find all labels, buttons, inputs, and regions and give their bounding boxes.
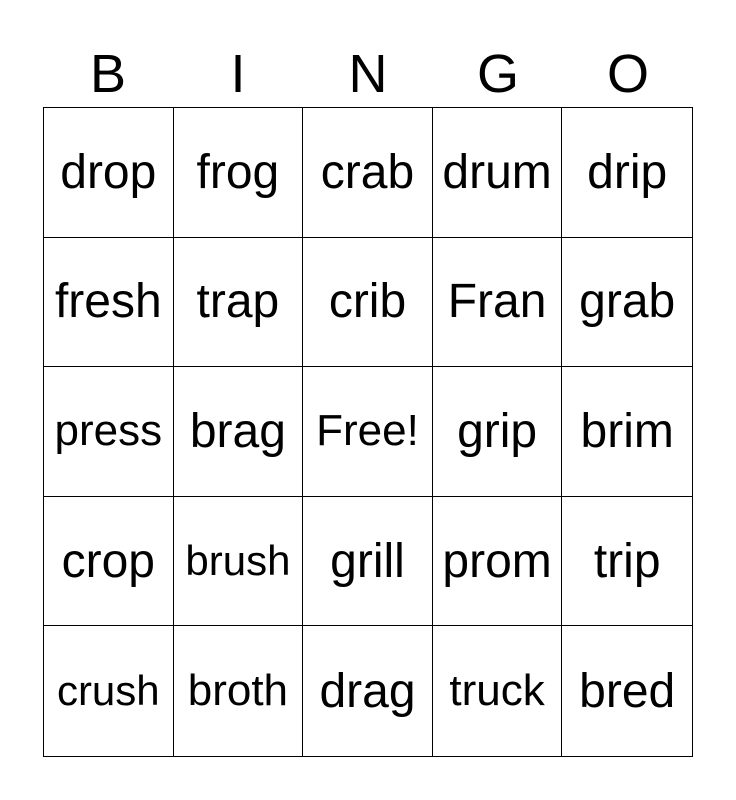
bingo-cell: brim	[562, 367, 692, 497]
bingo-cell: grill	[303, 497, 433, 627]
bingo-cell: trap	[174, 238, 304, 368]
header-letter-g: G	[476, 44, 519, 104]
bingo-cell: drip	[562, 108, 692, 238]
bingo-cell: drag	[303, 626, 433, 756]
bingo-cell: crop	[44, 497, 174, 627]
header-letter-b: B	[89, 44, 127, 104]
bingo-cell: grab	[562, 238, 692, 368]
bingo-cell: brag	[174, 367, 304, 497]
bingo-cell: grip	[433, 367, 563, 497]
bingo-cell: prom	[433, 497, 563, 627]
bingo-cell: trip	[562, 497, 692, 627]
bingo-cell: broth	[174, 626, 304, 756]
bingo-cell: bred	[579, 664, 676, 718]
bingo-cell: brush	[174, 497, 304, 627]
header-letter-n: N	[348, 44, 388, 104]
bingo-board	[43, 107, 693, 757]
bingo-header	[43, 40, 693, 108]
bingo-cell: Fran	[433, 238, 563, 368]
bingo-cell: drop	[44, 108, 174, 238]
free-space-cell: Free!	[303, 367, 433, 497]
header-letter-i: I	[230, 44, 246, 104]
bingo-cell: drum	[433, 108, 563, 238]
bingo-cell: fresh	[44, 238, 174, 368]
bingo-cell: frog	[174, 108, 304, 238]
bingo-cell: press	[44, 367, 174, 497]
bingo-cell: crab	[303, 108, 433, 238]
bingo-cell: truck	[433, 626, 563, 756]
header-letter-o: O	[606, 44, 649, 104]
bingo-cell: crush	[44, 626, 174, 756]
bingo-cell: crib	[303, 238, 433, 368]
